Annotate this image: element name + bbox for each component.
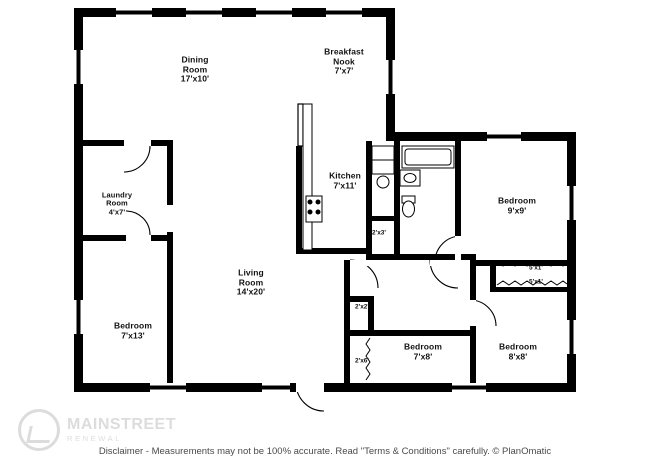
- disclaimer-text: Disclaimer - Measurements may not be 100% accurate. Read "Terms & Conditions" carefully. © PlanOmatic: [98, 446, 552, 457]
- room-label-bedroom-lower-right: Bedroom 8'x8': [498, 341, 538, 361]
- closet-dim-5x1-upper: 5'x1': [529, 264, 543, 272]
- room-label-bedroom-left: Bedroom 7'x13': [113, 320, 153, 340]
- room-label-living: Living Room 14'x20': [236, 267, 266, 297]
- closet-dim-2x3: 2'x3': [372, 229, 386, 237]
- room-label-dining: Dining Room 17'x10': [180, 54, 210, 84]
- room-label-bedroom-upper-right: Bedroom 9'x9': [497, 195, 537, 215]
- closet-dim-2x2: 2'x2': [355, 303, 369, 311]
- watermark-main-text: MAINSTREET: [67, 416, 176, 434]
- closet-dim-2x6: 2'x6': [355, 357, 369, 365]
- room-label-laundry: Laundry Room 4'x7': [101, 190, 133, 217]
- room-label-breakfast-nook: Breakfast Nook 7'x7': [324, 46, 364, 76]
- room-label-bedroom-center: Bedroom 7'x8': [403, 341, 443, 361]
- closet-dim-5x1-lower: 5'x1': [529, 278, 543, 286]
- room-label-kitchen: Kitchen 7'x11': [329, 170, 361, 190]
- watermark-sub-text: RENEWAL: [67, 434, 123, 444]
